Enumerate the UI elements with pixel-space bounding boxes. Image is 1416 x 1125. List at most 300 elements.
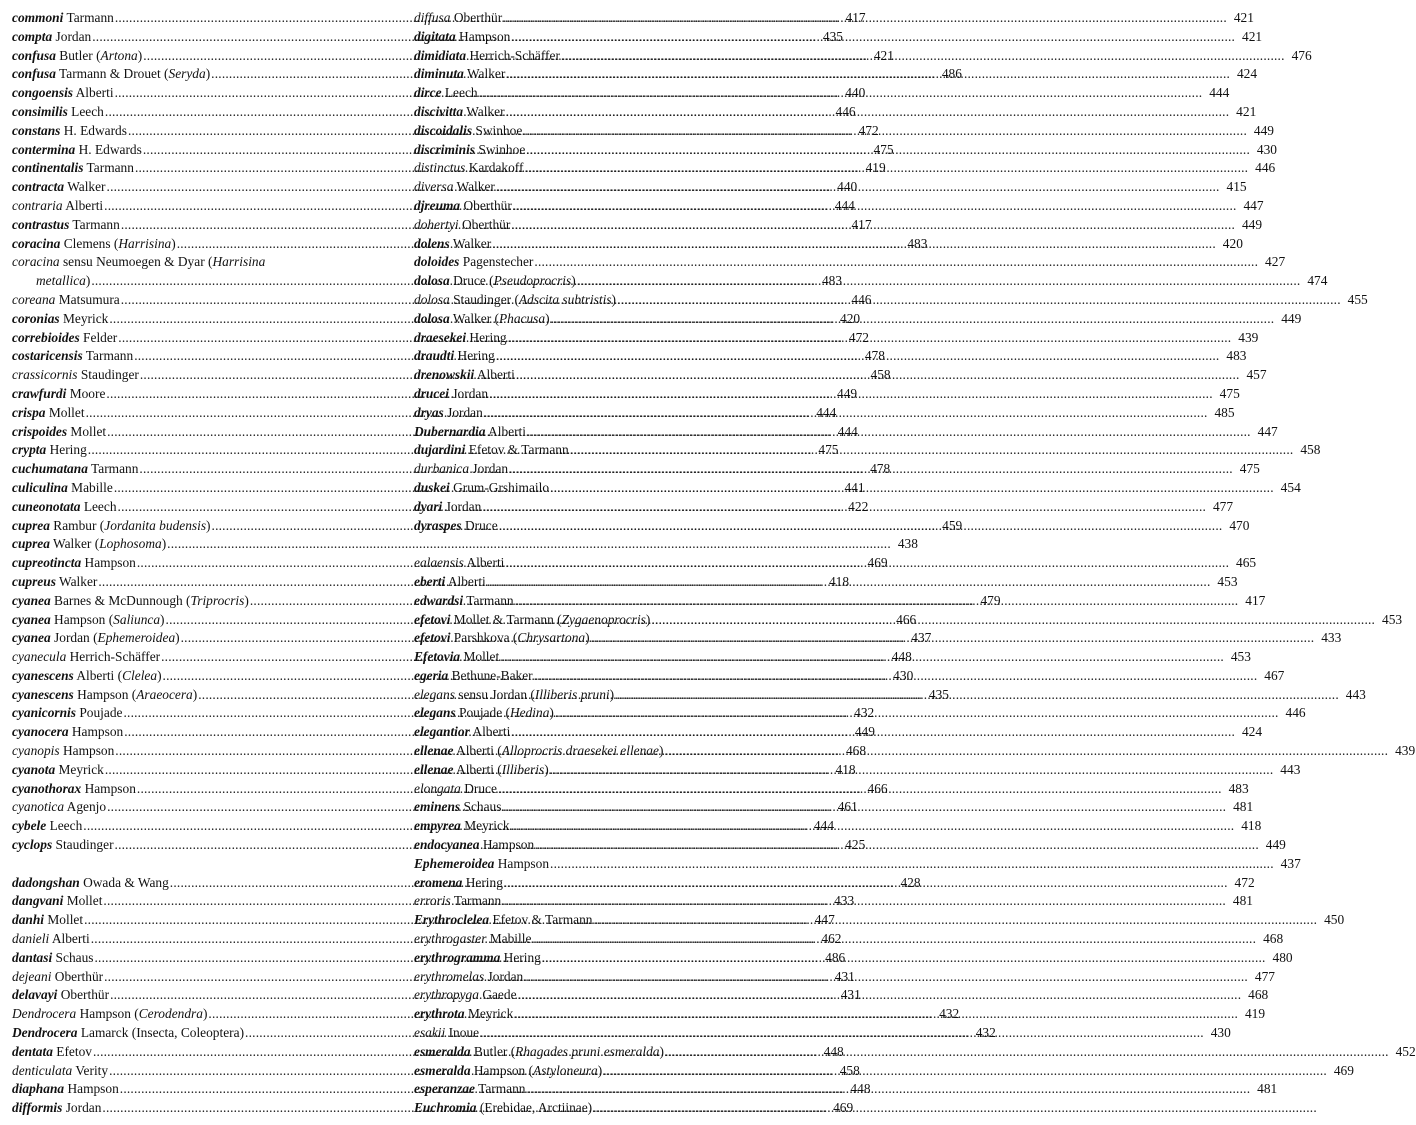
leader-dots <box>515 592 1239 611</box>
taxon-author: Jordan <box>55 28 92 44</box>
page-number: 478 <box>864 348 885 364</box>
page-number: 455 <box>1347 291 1368 307</box>
index-entry-text <box>414 159 523 178</box>
page-number: 444 <box>816 404 837 420</box>
taxon-name: continentalis <box>12 160 84 176</box>
index-entry-text <box>12 742 114 761</box>
leader-dots <box>651 611 1375 630</box>
closing-paren: ) <box>85 273 91 289</box>
page-number: 424 <box>1236 66 1258 82</box>
index-entry-text <box>414 197 512 216</box>
taxon-author: Mollet <box>66 893 103 909</box>
index-entry-text: coracina Clemens (Harrisina) <box>12 235 176 251</box>
index-entry-text: ellenae Alberti (Alloprocris draesekei ellenae) <box>414 743 664 759</box>
taxon-author: Owada & Wang <box>83 874 169 890</box>
taxon-name: egeria <box>414 667 449 683</box>
taxon-genus-reference: Araeocera <box>136 686 193 702</box>
taxon-author: Hampson <box>67 1081 119 1097</box>
page-number: 486 <box>941 66 962 82</box>
index-entry-text <box>414 329 507 348</box>
taxon-author: Verity <box>75 1062 109 1078</box>
page-number: 444 <box>1209 85 1230 101</box>
taxon-author: Grum-Grshimailo <box>453 479 550 495</box>
index-entry-text: ellenae Alberti (Illiberis) <box>414 761 549 777</box>
taxon-author: Druce <box>464 780 497 796</box>
index-entry-text <box>12 329 117 348</box>
index-section-gap <box>414 535 791 554</box>
page-number: 417 <box>851 216 872 232</box>
taxon-author: Matsumura <box>58 291 120 307</box>
page-number: 449 <box>1253 122 1274 138</box>
index-entry-text <box>414 385 488 404</box>
index-entry-text <box>414 103 505 122</box>
index-entry-text <box>414 141 525 160</box>
taxon-genus-reference: Ephemeroidea <box>97 630 176 646</box>
page-number: 486 <box>825 949 846 965</box>
index-entry-text <box>12 704 122 723</box>
index-entry-text <box>414 930 531 949</box>
taxon-author: Butler ( <box>59 47 101 63</box>
taxon-name: denticulata <box>12 1062 73 1078</box>
index-entry-text <box>414 235 491 254</box>
taxon-author: Staudinger <box>80 367 139 383</box>
leader-dots <box>508 329 1232 348</box>
taxon-name: edwardsi <box>414 592 464 608</box>
leader-dots <box>482 498 1206 517</box>
taxon-author: Oberthür <box>60 987 110 1003</box>
taxon-name: dolosa <box>414 273 450 289</box>
leader-dots <box>514 1005 1238 1024</box>
taxon-name: ealaensis <box>414 555 464 571</box>
leader-dots <box>603 1062 1327 1081</box>
index-entry-text <box>12 498 117 517</box>
page-number: 446 <box>1255 160 1276 176</box>
index-entry-text <box>12 892 102 911</box>
taxon-genus-reference: Illiberis <box>501 761 545 777</box>
index-entry-text <box>12 253 265 272</box>
index-entry-text <box>414 47 560 66</box>
page-number: 420 <box>1222 235 1243 251</box>
page-number: 481 <box>1257 1081 1278 1097</box>
taxon-name: contermina <box>12 141 76 157</box>
taxon-author: Jordan ( <box>54 630 98 646</box>
page-number: 483 <box>907 235 928 251</box>
index-entry-text <box>12 84 114 103</box>
index-entry-text: dolosa Druce (Pseudoprocris) <box>414 273 576 289</box>
page-number: 453 <box>1382 611 1403 627</box>
taxon-name: cyanescens <box>12 686 74 702</box>
taxon-name: discriminis <box>414 141 476 157</box>
leader-dots <box>555 704 1279 723</box>
leader-dots <box>665 1043 1389 1062</box>
page-number: 448 <box>891 649 912 665</box>
page-number: 417 <box>845 10 866 25</box>
index-entry-text <box>414 84 478 103</box>
taxon-name: draudti <box>414 348 455 364</box>
index-entry-line <box>414 1099 791 1118</box>
taxon-author: Alberti <box>75 85 114 101</box>
taxon-name: compta <box>12 28 53 44</box>
taxon-name: esmeralda <box>414 1062 471 1078</box>
taxon-name: elegans <box>414 686 455 702</box>
taxon-name: drucei <box>414 385 449 401</box>
taxon-name: erroris <box>414 893 451 909</box>
taxon-author: Mollet <box>463 649 500 665</box>
taxon-author: Efetov & Tarmann <box>492 912 593 928</box>
index-entry-text <box>414 460 508 479</box>
page-number: 458 <box>870 367 891 383</box>
leader-dots <box>551 310 1275 329</box>
page-number: 457 <box>1246 367 1267 383</box>
taxon-name: duskei <box>414 479 450 495</box>
leader-dots <box>593 911 1317 930</box>
taxon-author: Mollet <box>48 404 85 420</box>
index-entry-text: dolosa Staudinger (Adscita subtristis) <box>414 291 617 307</box>
taxon-name: dangvani <box>12 893 64 909</box>
leader-dots <box>664 742 1388 761</box>
index-entry-text: elegans sensu Jordan (Illiberis pruni) <box>414 686 615 702</box>
taxon-author: Hering <box>469 329 507 345</box>
taxon-genus-reference: Clelea <box>122 667 158 683</box>
taxon-author: Barnes & McDunnough ( <box>54 592 191 608</box>
taxon-genus-reference: Lophosoma <box>99 536 162 552</box>
page-number: 447 <box>1243 197 1264 213</box>
taxon-name: cyanota <box>12 761 56 777</box>
taxon-name: costaricensis <box>12 348 83 364</box>
leader-dots <box>511 216 1235 235</box>
taxon-genus-reference: Phacusa <box>498 310 546 326</box>
taxon-author: (Erebidae, Arctiinae) <box>479 1100 593 1116</box>
taxon-author: Efetov <box>56 1043 92 1059</box>
page-number: 430 <box>1210 1025 1231 1041</box>
index-entry-text <box>12 216 120 235</box>
index-entry-text <box>12 761 104 780</box>
taxon-author: Hampson <box>84 780 136 796</box>
index-entry-text <box>12 366 139 385</box>
taxon-author: Tarmann <box>85 348 134 364</box>
taxon-author: Tarmann <box>86 160 134 176</box>
index-entry-text <box>12 460 138 479</box>
page-number: 485 <box>1214 404 1235 420</box>
index-entry-text <box>12 554 136 573</box>
page-number: 446 <box>835 103 856 119</box>
leader-dots <box>561 47 1285 66</box>
taxon-author: Oberthür <box>461 216 511 232</box>
taxon-author: Pagenstecher <box>462 254 534 270</box>
index-entry-text <box>12 141 142 160</box>
page-number: 447 <box>1257 423 1278 439</box>
index-entry-text <box>414 573 486 592</box>
taxon-name: doloides <box>414 254 460 270</box>
page-number: 420 <box>840 310 861 326</box>
page-number: 458 <box>1300 442 1321 458</box>
index-entry-text <box>414 874 503 893</box>
leader-dots <box>524 159 1248 178</box>
leader-dots <box>499 517 1223 536</box>
index-section-gap <box>12 855 387 874</box>
index-entry-text <box>414 9 502 28</box>
taxon-name: dyraspes <box>414 517 462 533</box>
index-entry-text <box>414 28 510 47</box>
taxon-name: djreuma <box>414 197 461 213</box>
taxon-name: erythrogramma <box>414 949 501 965</box>
page-number: 449 <box>854 724 875 740</box>
taxon-author: Alberti <box>466 555 505 571</box>
taxon-name: cuchumatana <box>12 461 88 477</box>
index-entry-text <box>414 648 499 667</box>
taxon-name: delavayi <box>12 987 58 1003</box>
taxon-name: coracina <box>12 254 60 270</box>
page-number: 454 <box>1280 479 1301 495</box>
taxon-author: sensu Jordan ( <box>458 686 535 702</box>
index-entry-text: dolosa Walker (Phacusa) <box>414 310 550 326</box>
leader-dots <box>511 817 1235 836</box>
taxon-author: Hering <box>457 348 495 364</box>
taxon-author: Walker ( <box>452 310 499 326</box>
page-number: 418 <box>828 573 850 589</box>
taxon-name: elongata <box>414 780 461 796</box>
page-number: 444 <box>813 818 835 834</box>
taxon-name: endocyanea <box>414 837 480 853</box>
page-number: 468 <box>1248 987 1269 1003</box>
leader-dots <box>500 648 1224 667</box>
taxon-name: danhi <box>12 912 45 928</box>
page-number: 438 <box>897 536 918 552</box>
taxon-author: Jordan <box>487 968 524 984</box>
leader-dots <box>593 1099 1317 1118</box>
taxon-author: Hampson <box>482 837 535 853</box>
taxon-author: Alberti <box>65 197 104 213</box>
index-entry-text <box>12 874 169 893</box>
taxon-genus-reference: Adscita subtristis <box>518 291 612 307</box>
taxon-author: Mollet <box>47 912 84 928</box>
taxon-name: difformis <box>12 1100 63 1116</box>
taxon-name: Erythroclelea <box>414 912 490 928</box>
taxon-genus-reference: Astyloneura <box>533 1062 598 1078</box>
taxon-name: elegans <box>414 705 456 721</box>
index-entry-text <box>414 253 533 272</box>
taxon-genus-reference: Triprocris <box>190 592 245 608</box>
page-number: 458 <box>839 1062 860 1078</box>
index-entry-text <box>414 65 505 84</box>
taxon-author: Leech <box>444 85 478 101</box>
leader-dots <box>591 629 1315 648</box>
index-entry-text <box>12 986 109 1005</box>
page-number: 428 <box>900 874 921 890</box>
leader-dots <box>502 798 1226 817</box>
index-entry-text <box>12 103 104 122</box>
taxon-name: erythrogaster <box>414 931 487 947</box>
taxon-name: efetovi <box>414 630 451 646</box>
taxon-name: commoni <box>12 10 64 25</box>
taxon-author: Gaede <box>482 987 517 1003</box>
taxon-author: Leech <box>83 498 117 514</box>
leader-dots <box>527 1080 1251 1099</box>
taxon-name: Efetovia <box>414 649 461 665</box>
index-entry <box>414 855 1301 874</box>
taxon-name: Dendrocera <box>12 1025 78 1041</box>
taxon-author: Clemens ( <box>63 235 119 251</box>
taxon-name: cuprea <box>12 517 50 533</box>
taxon-name: contrastus <box>12 216 70 232</box>
index-entry-text <box>12 930 90 949</box>
taxon-name: confusa <box>12 47 56 63</box>
taxon-name: cyanopis <box>12 743 60 759</box>
taxon-name: dryas <box>414 404 444 420</box>
taxon-author: Butler ( <box>473 1043 516 1059</box>
leader-dots <box>524 968 1248 987</box>
taxon-name: eberti <box>414 573 446 589</box>
page-number: 468 <box>845 743 867 759</box>
page-number: 449 <box>1281 310 1302 326</box>
index-entry-text <box>414 836 534 855</box>
taxon-author: Meyrick <box>58 761 104 777</box>
page-number: 421 <box>1236 103 1257 119</box>
index-entry-text <box>414 986 517 1005</box>
page-number: 477 <box>1212 498 1234 514</box>
taxon-author: Tarmann & Drouet ( <box>59 66 169 82</box>
taxon-name: cyanea <box>12 611 51 627</box>
taxon-name: ellenae <box>414 743 454 759</box>
taxon-name: cyanicornis <box>12 705 76 721</box>
leader-dots <box>506 65 1230 84</box>
index-entry-text <box>12 780 136 799</box>
taxon-author: Hampson <box>459 28 511 44</box>
page-number: 449 <box>837 385 858 401</box>
page-number: 422 <box>848 498 869 514</box>
taxon-name: cyanecula <box>12 649 67 665</box>
taxon-author: Leech <box>71 103 104 119</box>
index-entry-text <box>12 404 85 423</box>
taxon-name: esmeralda <box>414 1043 471 1059</box>
leader-dots <box>502 892 1226 911</box>
page-number: 470 <box>1229 517 1250 533</box>
taxon-author: Hering <box>465 874 503 890</box>
taxon-name: Dendrocera <box>12 1006 77 1022</box>
taxon-name: Dubernardia <box>414 423 486 439</box>
index-entry-text <box>414 423 526 442</box>
taxon-author: Bethune-Baker <box>451 667 533 683</box>
page-number: 483 <box>821 273 843 289</box>
taxon-genus-reference: Illiberis pruni <box>534 686 610 702</box>
leader-dots <box>496 178 1220 197</box>
taxon-genus-reference: Harrisina <box>212 254 266 270</box>
leader-dots <box>570 441 1294 460</box>
taxon-author: Mabille <box>489 931 532 947</box>
taxon-author: Walker <box>67 179 106 195</box>
index-entry-text <box>12 122 127 141</box>
index-entry-text: esmeralda Hampson (Astyloneura) <box>414 1062 603 1078</box>
taxon-name: diaphana <box>12 1081 65 1097</box>
leader-dots <box>550 479 1274 498</box>
taxon-name: drenowskii <box>414 367 475 383</box>
taxon-name: cyanocera <box>12 724 69 740</box>
taxon-name: cuneonotata <box>12 498 81 514</box>
page-number: 466 <box>896 611 917 627</box>
page-number: 443 <box>1345 686 1366 702</box>
page-number: 421 <box>1242 28 1263 44</box>
taxon-name: crypta <box>12 442 47 458</box>
leader-dots <box>526 141 1250 160</box>
taxon-name: coreana <box>12 291 56 307</box>
leader-dots <box>577 272 1301 291</box>
taxon-author: Meyrick <box>464 818 510 834</box>
taxon-genus-reference: Alloprocris draesekei ellenae <box>501 743 659 759</box>
page-number: 430 <box>893 667 914 683</box>
index-entry-text <box>12 723 123 742</box>
taxon-genus-reference: Seryda <box>168 66 206 82</box>
taxon-author: Hampson ( <box>473 1062 534 1078</box>
page-number: 475 <box>818 442 839 458</box>
index-entry-text: efetovi Parshkova (Chrysartona) <box>414 630 590 646</box>
taxon-genus-reference: Hedina <box>509 705 550 721</box>
page-number: 439 <box>1395 743 1416 759</box>
taxon-name: diminuta <box>414 66 464 82</box>
leader-dots <box>506 103 1230 122</box>
page-number: 466 <box>867 780 888 796</box>
taxon-author: Schaus <box>55 949 94 965</box>
index-entry-text <box>12 9 114 28</box>
page-number: 469 <box>833 1100 854 1116</box>
taxon-name: cyanotica <box>12 799 65 815</box>
taxon-author: Leech <box>49 818 83 834</box>
taxon-author: Druce ( <box>453 273 494 289</box>
taxon-author: Hampson <box>497 855 550 871</box>
taxon-genus-reference: Chrysartona <box>517 630 586 646</box>
index-entry-text <box>414 554 504 573</box>
index-entry-text <box>12 28 91 47</box>
leader-dots <box>511 28 1235 47</box>
taxon-name: erythropyga <box>414 987 479 1003</box>
taxon-author: Mollet <box>70 423 107 439</box>
taxon-author: Tarmann <box>91 461 139 477</box>
index-entry-text <box>12 385 105 404</box>
leader-dots <box>504 874 1228 893</box>
taxon-name: coronias <box>12 310 60 326</box>
index-entry-text: cyanescens Hampson (Araeocera) <box>12 686 198 702</box>
taxon-author: sensu Neumoegen & Dyar ( <box>62 254 213 270</box>
page-number: 483 <box>1228 780 1249 796</box>
taxon-name: discivitta <box>414 103 464 119</box>
index-entry-text <box>414 347 495 366</box>
page-number: 419 <box>1244 1006 1266 1022</box>
leader-dots <box>503 9 1227 28</box>
index-entry-text: confusa Butler (Artona) <box>12 47 143 63</box>
page-number: 472 <box>1234 874 1255 890</box>
leader-dots <box>480 1024 1204 1043</box>
taxon-genus-reference: Zygaenoprocris <box>561 611 646 627</box>
page-number: 444 <box>834 197 855 213</box>
taxon-name: diversa <box>414 179 454 195</box>
index-entry-text <box>414 517 498 536</box>
page-number: 417 <box>1245 592 1266 608</box>
taxon-author: Mabille <box>71 479 113 495</box>
index-entry-text: efetovi Mollet & Tarmann (Zygaenoprocris) <box>414 611 651 627</box>
taxon-author: Jordan <box>65 1100 102 1116</box>
page-number: 448 <box>850 1081 871 1097</box>
page-number: 476 <box>1291 47 1312 63</box>
page-number: 435 <box>928 686 949 702</box>
leader-dots <box>615 686 1339 705</box>
taxon-author: Alberti <box>476 367 515 383</box>
page-number: 469 <box>1333 1062 1354 1078</box>
page-number: 483 <box>1226 348 1247 364</box>
taxon-name: dujardini <box>414 442 466 458</box>
index-entry-text <box>414 122 522 141</box>
index-entry-text <box>12 836 114 855</box>
taxon-name: dirce <box>414 85 442 101</box>
taxon-name: durbanica <box>414 461 470 477</box>
